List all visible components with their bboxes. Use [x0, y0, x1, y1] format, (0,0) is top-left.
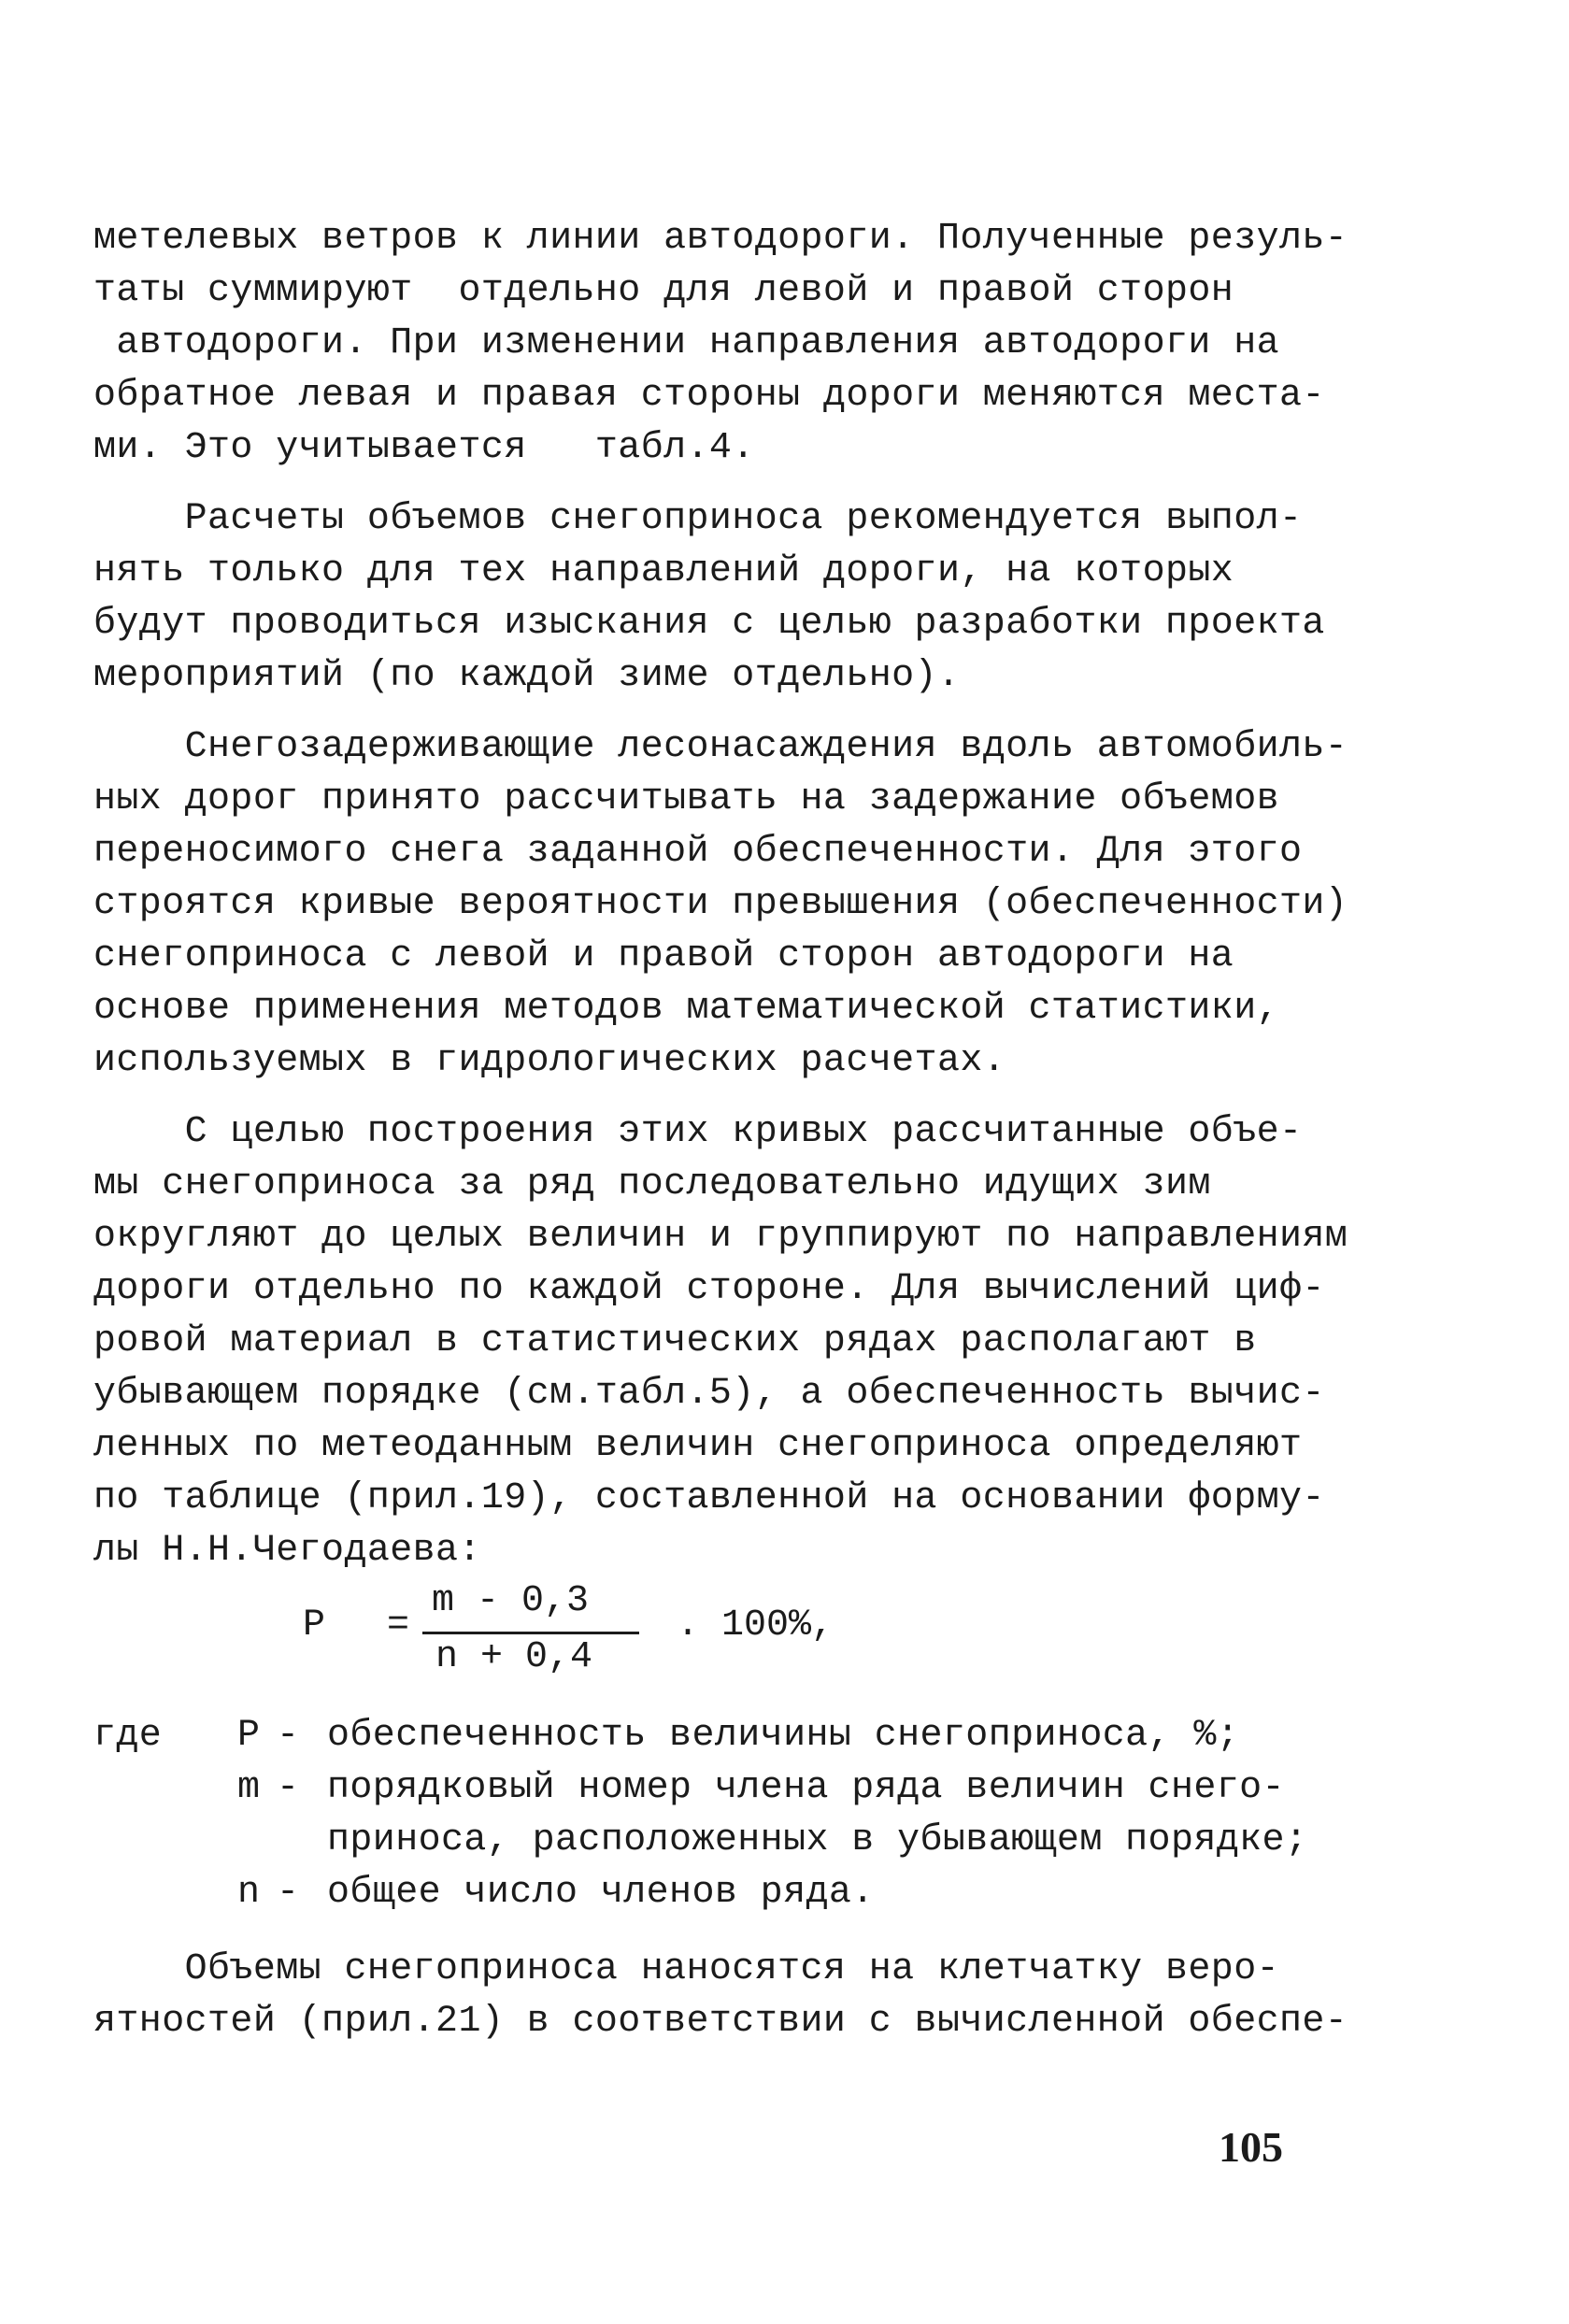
- definition-dash-n: -: [277, 1872, 300, 1914]
- paragraph-1-line-5: ми. Это учитывается табл.4.: [93, 427, 755, 469]
- definition-text-m-line-1: порядковый номер члена ряда величин снего-: [327, 1767, 1285, 1809]
- paragraph-4-line-5: ровой материал в статистических рядах располагают в: [93, 1320, 1257, 1362]
- paragraph-4-line-2: мы снегоприноса за ряд последовательно идущих зим: [93, 1163, 1211, 1205]
- definition-symbol-n: n: [237, 1872, 261, 1914]
- definition-dash-p: -: [277, 1715, 300, 1757]
- paragraph-3-line-5: снегоприноса с левой и правой сторон автодороги на: [93, 935, 1234, 977]
- paragraph-4-line-6: убывающем порядке (см.табл.5), а обеспеченность вычис-: [93, 1373, 1325, 1415]
- paragraph-4-line-3: округляют до целых величин и группируют по направлениям: [93, 1216, 1348, 1258]
- formula-lhs: P: [303, 1604, 326, 1647]
- paragraph-1-line-1: метелевых ветров к линии автодороги. Полученные резуль-: [93, 218, 1348, 260]
- paragraph-3-line-1: Снегозадерживающие лесонасаждения вдоль автомобиль-: [93, 726, 1348, 768]
- formula-equals: =: [387, 1604, 410, 1647]
- paragraph-2-line-3: будут проводиться изыскания с целью разработки проекта: [93, 603, 1325, 645]
- paragraph-4-line-4: дороги отдельно по каждой стороне. Для вычислений циф-: [93, 1268, 1325, 1310]
- formula-denominator: n + 0,4: [435, 1636, 593, 1678]
- definition-text-p: обеспеченность величины снегоприноса, %;: [327, 1715, 1240, 1757]
- paragraph-4-line-1: С целью построения этих кривых рассчитанные объе-: [93, 1111, 1303, 1153]
- where-label: где: [93, 1715, 163, 1757]
- paragraph-3-line-6: основе применения методов математической статистики,: [93, 988, 1280, 1030]
- formula-numerator: m - 0,3: [432, 1580, 590, 1622]
- paragraph-5-line-2: ятностей (прил.21) в соответствии с вычисленной обеспе-: [93, 2001, 1348, 2043]
- paragraph-2-line-4: мероприятий (по каждой зиме отдельно).: [93, 655, 961, 697]
- paragraph-3-line-3: переносимого снега заданной обеспеченности. Для этого: [93, 831, 1303, 873]
- paragraph-4-line-7: ленных по метеоданным величин снегоприноса определяют: [93, 1425, 1303, 1467]
- definition-symbol-m: m: [237, 1767, 261, 1809]
- paragraph-1-line-4: обратное левая и правая стороны дороги меняются места-: [93, 375, 1325, 417]
- paragraph-4-line-8: по таблице (прил.19), составленной на основании форму-: [93, 1477, 1325, 1519]
- paragraph-1-line-2: таты суммируют отдельно для левой и правой сторон: [93, 270, 1234, 312]
- definition-text-n: общее число членов ряда.: [327, 1872, 875, 1914]
- paragraph-1-line-3: автодороги. При изменении направления автодороги на: [93, 322, 1280, 364]
- paragraph-5-line-1: Объемы снегоприноса наносятся на клетчатку веро-: [93, 1948, 1280, 1990]
- paragraph-3-line-4: строятся кривые вероятности превышения (обеспеченности): [93, 883, 1348, 925]
- paragraph-3-line-2: ных дорог принято рассчитывать на задержание объемов: [93, 778, 1280, 820]
- definition-dash-m: -: [277, 1767, 300, 1809]
- definition-symbol-p: P: [237, 1715, 261, 1757]
- paragraph-3-line-7: используемых в гидрологических расчетах.: [93, 1040, 1006, 1082]
- paragraph-4-line-9: лы Н.Н.Чегодаева:: [93, 1530, 481, 1572]
- paragraph-2-line-1: Расчеты объемов снегоприноса рекомендуется выпол-: [93, 498, 1303, 540]
- definition-text-m-line-2: приноса, расположенных в убывающем порядке;: [327, 1819, 1308, 1861]
- formula-suffix: . 100%,: [677, 1604, 834, 1647]
- paragraph-2-line-2: нять только для тех направлений дороги, на которых: [93, 550, 1234, 592]
- page-number: 105: [1219, 2123, 1283, 2171]
